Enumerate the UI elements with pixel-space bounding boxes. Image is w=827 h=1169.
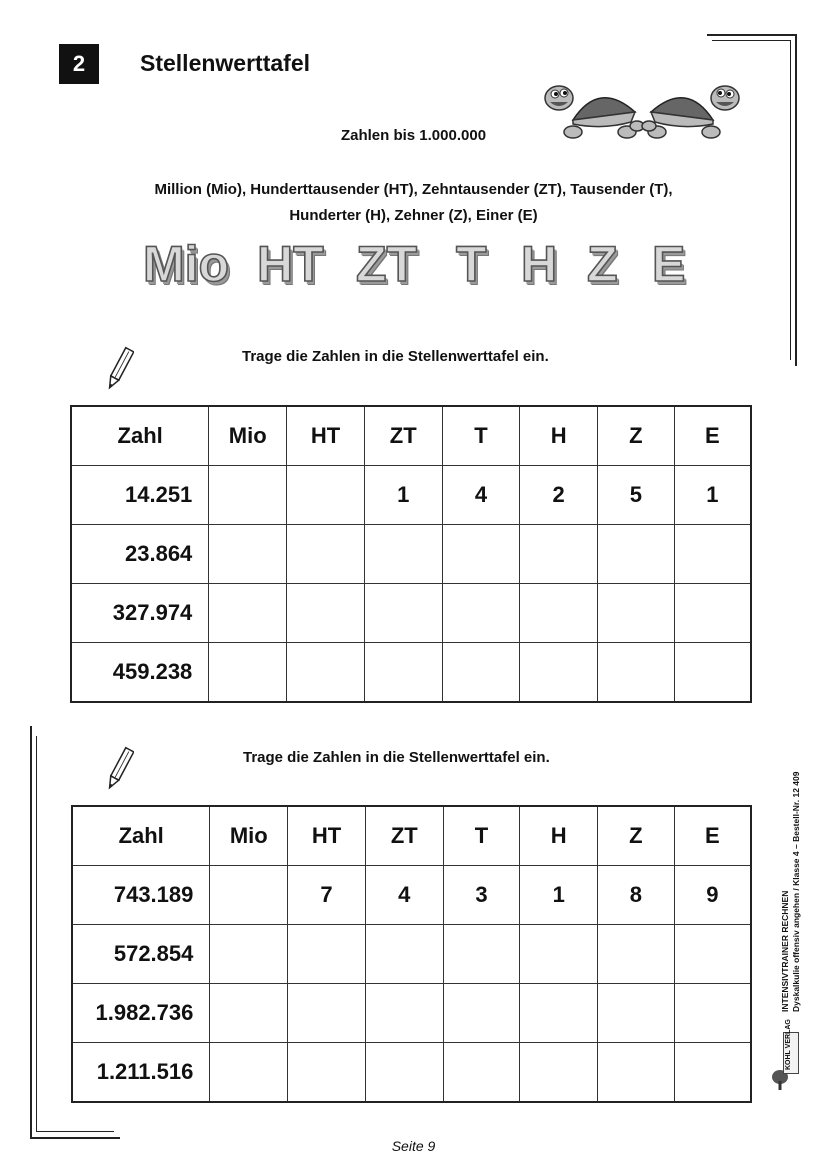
header-cell: ZT <box>365 806 443 866</box>
subtitle: Zahlen bis 1.000.000 <box>340 127 487 144</box>
pencil-icon <box>104 345 134 393</box>
place-value-table-2 <box>71 805 752 1103</box>
digit-cell[interactable]: 5 <box>598 466 675 525</box>
digit-cell[interactable] <box>520 984 598 1043</box>
instruction-2: Trage die Zahlen in die Stellenwerttafel ein. <box>243 749 550 766</box>
digit-cell[interactable] <box>442 643 520 703</box>
digit-cell[interactable] <box>209 466 287 525</box>
digit-cell[interactable] <box>520 584 598 643</box>
table-row <box>71 643 751 703</box>
frame-line <box>36 736 37 1132</box>
digit-cell[interactable] <box>209 584 287 643</box>
page-title: Stellenwerttafel <box>140 50 310 76</box>
number-cell: 459.238 <box>71 643 209 703</box>
header-cell: T <box>442 406 520 466</box>
description-line: Million (Mio), Hunderttausender (HT), Zehntausender (ZT), Tausender (T), <box>154 181 673 198</box>
frame-line <box>30 726 32 1138</box>
digit-cell[interactable] <box>520 643 598 703</box>
place-value-description <box>100 177 727 229</box>
digit-cell[interactable] <box>443 984 520 1043</box>
frame-line <box>707 34 797 36</box>
digit-cell[interactable] <box>210 984 288 1043</box>
abbr-zt: ZT <box>356 236 418 292</box>
digit-cell[interactable] <box>674 1043 751 1103</box>
sidebar-line: INTENSIVTRAINER RECHNEN <box>780 890 790 1012</box>
table-row <box>72 925 751 984</box>
digit-cell[interactable] <box>674 643 751 703</box>
digit-cell[interactable]: 4 <box>365 866 443 925</box>
table-row <box>71 584 751 643</box>
digit-cell[interactable] <box>598 1043 675 1103</box>
digit-cell[interactable]: 7 <box>288 866 366 925</box>
digit-cell[interactable]: 8 <box>598 866 675 925</box>
header-cell: E <box>674 806 751 866</box>
number-cell: 743.189 <box>72 866 210 925</box>
digit-cell[interactable] <box>598 643 675 703</box>
abbr-ht: HT <box>257 236 324 292</box>
table-header-row <box>71 406 751 466</box>
digit-cell[interactable] <box>365 1043 443 1103</box>
digit-cell[interactable] <box>674 925 751 984</box>
digit-cell[interactable] <box>598 984 675 1043</box>
header-cell: H <box>520 806 598 866</box>
digit-cell[interactable] <box>210 925 288 984</box>
digit-cell[interactable] <box>674 525 751 584</box>
digit-cell[interactable] <box>209 525 287 584</box>
digit-cell[interactable]: 9 <box>674 866 751 925</box>
digit-cell[interactable]: 1 <box>520 866 598 925</box>
table-row <box>71 525 751 584</box>
number-cell: 14.251 <box>71 466 209 525</box>
header-cell: E <box>674 406 751 466</box>
pencil-icon <box>104 745 134 793</box>
digit-cell[interactable]: 1 <box>674 466 751 525</box>
table-header-row <box>72 806 751 866</box>
digit-cell[interactable]: 1 <box>364 466 442 525</box>
digit-cell[interactable] <box>365 984 443 1043</box>
digit-cell[interactable] <box>598 925 675 984</box>
abbr-e: E <box>652 236 686 292</box>
instruction-1: Trage die Zahlen in die Stellenwerttafel ein. <box>242 348 549 365</box>
digit-cell[interactable] <box>288 1043 366 1103</box>
digit-cell[interactable]: 4 <box>442 466 520 525</box>
header-cell: HT <box>287 406 365 466</box>
digit-cell[interactable] <box>520 1043 598 1103</box>
digit-cell[interactable]: 2 <box>520 466 598 525</box>
digit-cell[interactable] <box>287 584 365 643</box>
abbr-z: Z <box>587 236 618 292</box>
digit-cell[interactable] <box>520 925 598 984</box>
digit-cell[interactable] <box>287 466 365 525</box>
digit-cell[interactable] <box>442 584 520 643</box>
number-cell: 1.982.736 <box>72 984 210 1043</box>
digit-cell[interactable] <box>443 925 520 984</box>
header-cell: H <box>520 406 598 466</box>
sidebar-line: Dyskalkulie offensiv angehen / Klasse 4 – Bestell-Nr. 12 409 <box>791 771 801 1012</box>
table-row <box>72 984 751 1043</box>
number-cell: 1.211.516 <box>72 1043 210 1103</box>
digit-cell[interactable] <box>674 584 751 643</box>
header-cell: Zahl <box>72 806 210 866</box>
digit-cell[interactable] <box>364 643 442 703</box>
header-cell: Z <box>598 406 675 466</box>
header-cell: Mio <box>210 806 288 866</box>
digit-cell[interactable] <box>365 925 443 984</box>
digit-cell[interactable] <box>210 866 288 925</box>
table-row <box>72 1043 751 1103</box>
digit-cell[interactable] <box>364 525 442 584</box>
header-cell: T <box>443 806 520 866</box>
digit-cell[interactable] <box>210 1043 288 1103</box>
digit-cell[interactable] <box>520 525 598 584</box>
digit-cell[interactable] <box>287 643 365 703</box>
header-cell: Zahl <box>71 406 209 466</box>
place-value-table-1 <box>70 405 752 703</box>
publisher-logo-text: KOHL VERLAG <box>785 1019 792 1070</box>
number-cell: 327.974 <box>71 584 209 643</box>
frame-line <box>36 1131 114 1132</box>
table-row <box>72 866 751 925</box>
header-cell: Z <box>598 806 675 866</box>
abbr-h: H <box>521 236 558 292</box>
digit-cell[interactable] <box>288 925 366 984</box>
number-cell: 23.864 <box>71 525 209 584</box>
header-cell: HT <box>288 806 366 866</box>
header-cell: ZT <box>364 406 442 466</box>
table-row <box>71 466 751 525</box>
digit-cell[interactable] <box>674 984 751 1043</box>
publisher-sidebar-text <box>780 712 802 1012</box>
chapter-number-badge: 2 <box>59 44 99 84</box>
digit-cell[interactable] <box>287 525 365 584</box>
digit-cell[interactable] <box>443 1043 520 1103</box>
digit-cell[interactable] <box>598 525 675 584</box>
digit-cell[interactable] <box>442 525 520 584</box>
header-cell: Mio <box>209 406 287 466</box>
digit-cell[interactable] <box>598 584 675 643</box>
frame-line <box>712 40 790 41</box>
abbr-mio: Mio <box>143 236 230 292</box>
number-cell: 572.854 <box>72 925 210 984</box>
digit-cell[interactable] <box>364 584 442 643</box>
digit-cell[interactable] <box>209 643 287 703</box>
digit-cell[interactable]: 3 <box>443 866 520 925</box>
frame-line <box>790 40 791 360</box>
frame-line <box>795 34 797 366</box>
abbr-t: T <box>456 236 487 292</box>
description-line: Hunderter (H), Zehner (Z), Einer (E) <box>289 207 538 224</box>
page-number: Seite 9 <box>391 1138 436 1154</box>
digit-cell[interactable] <box>288 984 366 1043</box>
